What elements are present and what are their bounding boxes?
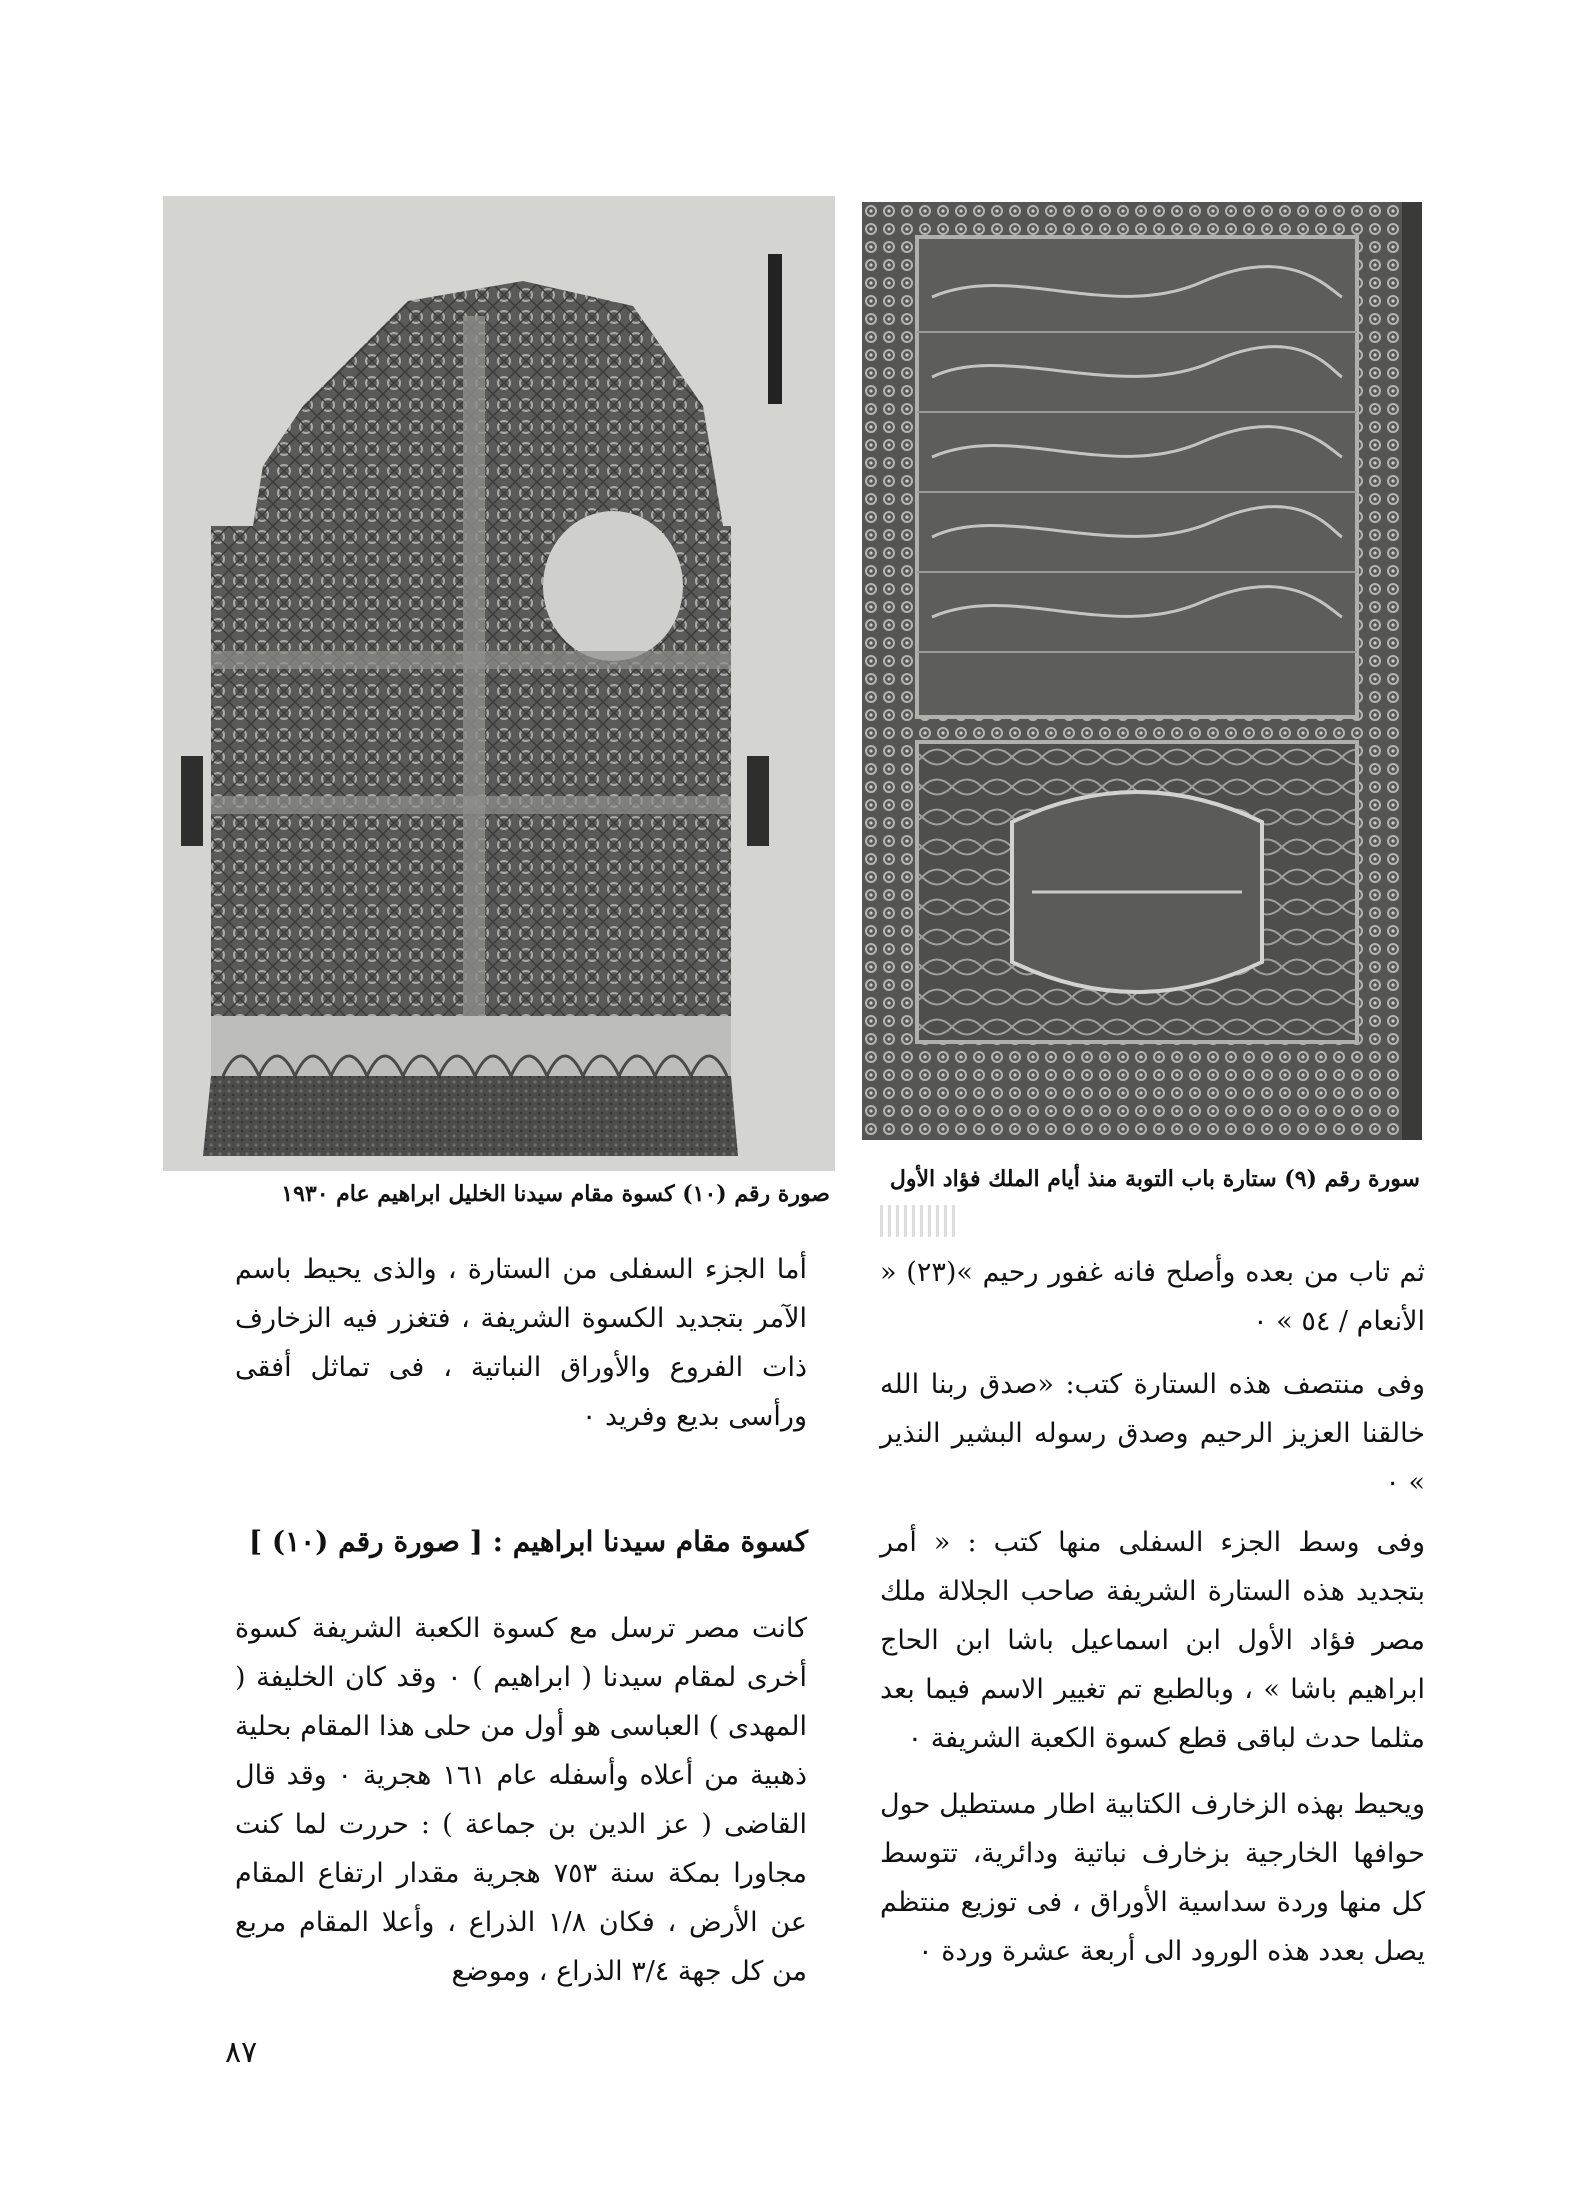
left-paragraph-1-text: أما الجزء السفلى من الستارة ، والذى يحيط باسم الآمر بتجديد الكسوة الشريفة ، فتغزر فيه الزخارف ذات الفروع والأوراق النباتية ، فى تماثل أفقى ورأسى بديع وفريد ٠	[235, 1254, 807, 1432]
left-paragraph-1	[235, 1245, 807, 1441]
figure-10-photo	[163, 196, 835, 1171]
right-paragraph-1	[880, 1248, 1425, 1346]
right-paragraph-4	[880, 1780, 1425, 1976]
right-paragraph-4-text: ويحيط بهذه الزخارف الكتابية اطار مستطيل حول حوافها الخارجية بزخارف نباتية ودائرية، تتوسط كل منها وردة سداسية الأوراق ، فى توزيع منتظم يصل بعدد هذه الورود الى أربعة عشرة وردة ٠	[880, 1789, 1425, 1967]
maqam-kiswa-illustration	[163, 196, 835, 1171]
right-paragraph-1-text: ثم تاب من بعده وأصلح فانه غفور رحيم »(٢٣) « الأنعام / ٥٤ » ٠	[880, 1257, 1425, 1337]
right-paragraph-3	[880, 1518, 1425, 1763]
page-number: ٨٧	[225, 2035, 258, 2070]
left-paragraph-2	[235, 1604, 807, 1996]
tawba-curtain-illustration	[862, 202, 1422, 1140]
scan-mark	[880, 1205, 960, 1237]
figure-9-caption: سورة رقم (٩) ستارة باب التوبة منذ أيام الملك فؤاد الأول	[889, 1166, 1420, 1192]
figure-9-photo	[862, 202, 1422, 1140]
right-paragraph-3-text: وفى وسط الجزء السفلى منها كتب : « أمر بتجديد هذه الستارة الشريفة صاحب الجلالة ملك مصر فؤاد الأول ابن اسماعيل باشا ابن الحاج ابراهيم باشا » ، وبالطبع تم تغيير الاسم فيما بعد مثلما حدث لباقى قطع كسوة الكعبة الشريفة ٠	[880, 1527, 1425, 1754]
right-paragraph-2	[880, 1360, 1425, 1507]
section-heading-maqam: كسوة مقام سيدنا ابراهيم : [ صورة رقم (١٠) ]	[248, 1525, 808, 1558]
right-paragraph-2-text: وفى منتصف هذه الستارة كتب: «صدق ربنا الله خالقنا العزيز الرحيم وصدق رسوله البشير النذير » ٠	[880, 1369, 1425, 1498]
left-paragraph-2-text: كانت مصر ترسل مع كسوة الكعبة الشريفة كسوة أخرى لمقام سيدنا ( ابراهيم ) ٠ وقد كان الخليفة ( المهدى ) العباسى هو أول من حلى هذا المقام بحلية ذهبية من أعلاه وأسفله عام ١٦١ هجرية ٠ وقد قال القاضى ( عز الدين بن جماعة ) : حررت لما كنت مجاورا بمكة سنة ٧٥٣ هجرية مقدار ارتفاع المقام عن الأرض ، فكان ١/٨ الذراع ، وأعلا المقام مربع من كل جهة ٣/٤ الذراع ، وموضع	[235, 1613, 807, 1987]
figure-10-caption: صورة رقم (١٠) كسوة مقام سيدنا الخليل ابراهيم عام ١٩٣٠	[281, 1181, 830, 1207]
